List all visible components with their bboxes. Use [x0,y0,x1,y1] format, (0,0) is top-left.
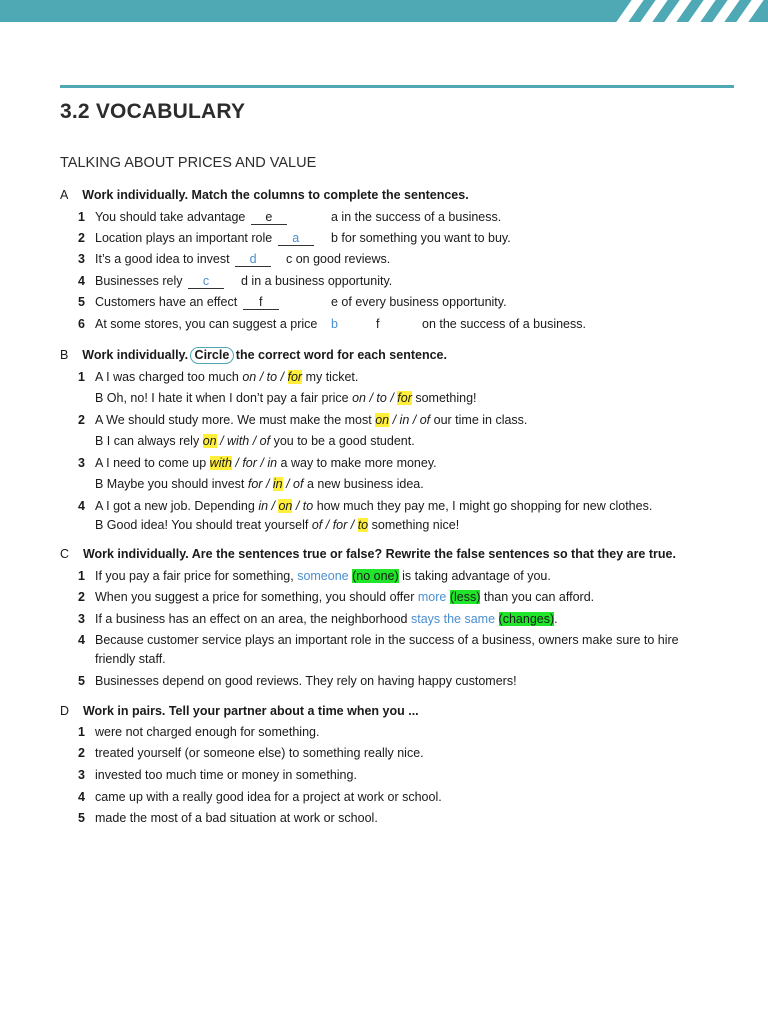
false-word: more [417,590,447,604]
answer-blank[interactable] [278,232,314,246]
item-number: 2 [78,590,85,604]
false-word: stays the same [410,612,496,626]
word-option-selected[interactable]: with [209,456,232,470]
word-option[interactable]: to [376,391,387,405]
left-text: Location plays an important role [95,231,273,245]
item-left-text [95,274,226,289]
item-number: 2 [78,231,85,245]
item-number: 3 [78,456,85,470]
section-instruction: Work individually. Are the sentences true or false? Rewrite the false sentences so that they are true. [82,547,676,561]
answer[interactable]: b [331,317,338,331]
correction: (changes) [498,612,555,626]
section-a-heading [60,188,469,203]
word-option[interactable]: for [247,477,263,491]
item-number: 1 [78,569,85,583]
item-number: 2 [78,413,85,427]
section-b-heading [60,347,447,364]
sentence-text: . [554,612,558,626]
statement: Businesses depend on good reviews. They rely on having happy customers! [95,674,517,688]
word-option-selected[interactable]: on [202,434,217,448]
word-option[interactable]: for [332,518,348,532]
answer-blank[interactable] [243,296,279,310]
item-number: 4 [78,790,85,804]
item-right-text: a in the success of a business. [331,210,502,224]
word-option-selected[interactable]: in [272,477,283,491]
sentence-text: our time in class. [430,413,528,427]
item-right-text: on the success of a business. [422,317,586,331]
item-number: 3 [78,768,85,782]
word-option[interactable]: in [267,456,278,470]
sentence-text: A I got a new job. Depending [95,499,259,513]
sentence-text: When you suggest a price for something, you should offer [95,590,418,604]
sentence-text: If a business has an effect on an area, the neighborhood [95,612,411,626]
choice-sentence: B Maybe you should invest for / in / of a new business idea. [95,477,424,491]
sentence-text: B Maybe you should invest [95,477,248,491]
item-left-text: At some stores, you can suggest a price [95,317,318,331]
sentence-text: If you pay a fair price for something, [95,569,298,583]
item-number: 1 [78,725,85,739]
prompt-item: treated yourself (or someone else) to something really nice. [95,746,424,760]
word-option[interactable]: in [258,499,269,513]
sentence-text: a new business idea. [303,477,424,491]
item-right-text: e of every business opportunity. [331,295,507,309]
item-left-text [95,295,281,310]
word-option-selected[interactable]: on [278,499,293,513]
correction: (less) [449,590,481,604]
item-left-text [95,210,289,225]
section-c-heading [60,547,676,562]
sentence-text: you to be a good student. [270,434,415,448]
statement: Because customer service plays an important role in the success of a business, owners make sure to hire [95,633,679,647]
section-letter: D [60,704,70,718]
sentence-text: something nice! [368,518,460,532]
sentence-text: my ticket. [302,370,359,384]
sentence-text: than you can afford. [480,590,595,604]
word-option-selected[interactable]: on [375,413,390,427]
sentence-text: how much they pay me, I might go shopping for new clothes. [313,499,653,513]
item-number: 5 [78,811,85,825]
statement [95,612,558,627]
choice-sentence: A I was charged too much on / to / for my ticket. [95,370,359,384]
item-number: 2 [78,746,85,760]
word-option[interactable]: to [266,370,278,384]
item-left-text [95,231,316,246]
title-divider [60,85,734,88]
item-number: 6 [78,317,85,331]
word-option[interactable]: of [419,413,431,427]
answer: d [249,252,257,266]
false-word: someone [297,569,349,583]
left-text: It’s a good idea to invest [95,252,230,266]
word-option[interactable]: on [352,391,366,405]
correction: (no one) [352,569,399,583]
answer: e [265,210,273,224]
sentence-text: A I need to come up [95,456,210,470]
word-option-selected[interactable]: to [357,518,369,532]
section-instruction: Work individually. [82,348,189,362]
word-option-selected[interactable]: for [397,391,412,405]
word-option[interactable]: of [311,518,323,532]
statement [95,569,551,584]
item-number: 1 [78,210,85,224]
answer-blank[interactable] [235,253,271,267]
sentence-text: A We should study more. We must make the most [95,413,376,427]
banner-stripe [733,0,766,22]
choice-sentence: A We should study more. We must make the most on / in / of our time in class. [95,413,528,427]
statement [95,590,594,605]
page-subtitle: TALKING ABOUT PRICES AND VALUE [60,155,317,171]
section-letter: C [60,547,70,561]
choice-sentence: B I can always rely on / with / of you to be a good student. [95,434,415,448]
answer: f [258,295,263,309]
section-instruction: the correct word for each sentence. [235,348,447,362]
answer-blank[interactable] [188,275,224,289]
prompt-item: were not charged enough for something. [95,725,320,739]
item-left-text [95,252,273,267]
item-number: 4 [78,274,85,288]
section-letter: B [60,348,69,362]
circle-keyword: Circle [190,347,235,364]
item-number: 1 [78,370,85,384]
left-text: Customers have an effect [95,295,238,309]
word-option[interactable]: of [259,434,271,448]
prompt-item: came up with a really good idea for a project at work or school. [95,790,442,804]
section-d-heading [60,704,419,719]
answer: a [292,231,300,245]
item-right-letter: f [376,317,380,331]
choice-sentence: A I got a new job. Depending in / on / to how much they pay me, I might go shopping for new clothes. [95,499,653,513]
top-banner [0,0,768,22]
section-letter: A [60,188,69,202]
prompt-item: made the most of a bad situation at work or school. [95,811,378,825]
choice-sentence: A I need to come up with / for / in a way to make more money. [95,456,437,470]
section-instruction: Work individually. Match the columns to complete the sentences. [82,188,469,202]
item-number: 4 [78,499,85,513]
item-number: 5 [78,674,85,688]
word-option[interactable]: to [302,499,314,513]
item-right-text: b for something you want to buy. [331,231,511,245]
choice-sentence: B Oh, no! I hate it when I don’t pay a fair price on / to / for something! [95,391,477,405]
prompt-item: invested too much time or money in something. [95,768,357,782]
sentence-text: B Oh, no! I hate it when I don’t pay a fair price [95,391,353,405]
left-text: Businesses rely [95,274,183,288]
word-option[interactable]: on [242,370,257,384]
word-option[interactable]: in [399,413,410,427]
sentence-text: A I was charged too much [95,370,243,384]
item-number: 3 [78,612,85,626]
sentence-text: something! [411,391,477,405]
sentence-text: B I can always rely [95,434,203,448]
section-instruction: Work in pairs. Tell your partner about a time when you ... [82,704,419,718]
word-option[interactable]: of [293,477,304,491]
item-right-text: d in a business opportunity. [241,274,393,288]
word-option-selected[interactable]: for [287,370,303,384]
sentence-text: is taking advantage of you. [398,569,551,583]
statement-continued: friendly staff. [95,652,166,666]
page-title: 3.2 VOCABULARY [60,100,246,123]
item-number: 5 [78,295,85,309]
item-number: 4 [78,633,85,647]
answer-blank[interactable] [251,211,287,225]
item-right-text: c on good reviews. [286,252,391,266]
answer: c [202,274,210,288]
item-number: 3 [78,252,85,266]
word-option[interactable]: with [227,434,250,448]
left-text: You should take advantage [95,210,246,224]
sentence-text: B Good idea! You should treat yourself [95,518,312,532]
word-option[interactable]: for [242,456,257,470]
choice-sentence: B Good idea! You should treat yourself of / for / to something nice! [95,518,460,532]
sentence-text: a way to make more money. [277,456,437,470]
